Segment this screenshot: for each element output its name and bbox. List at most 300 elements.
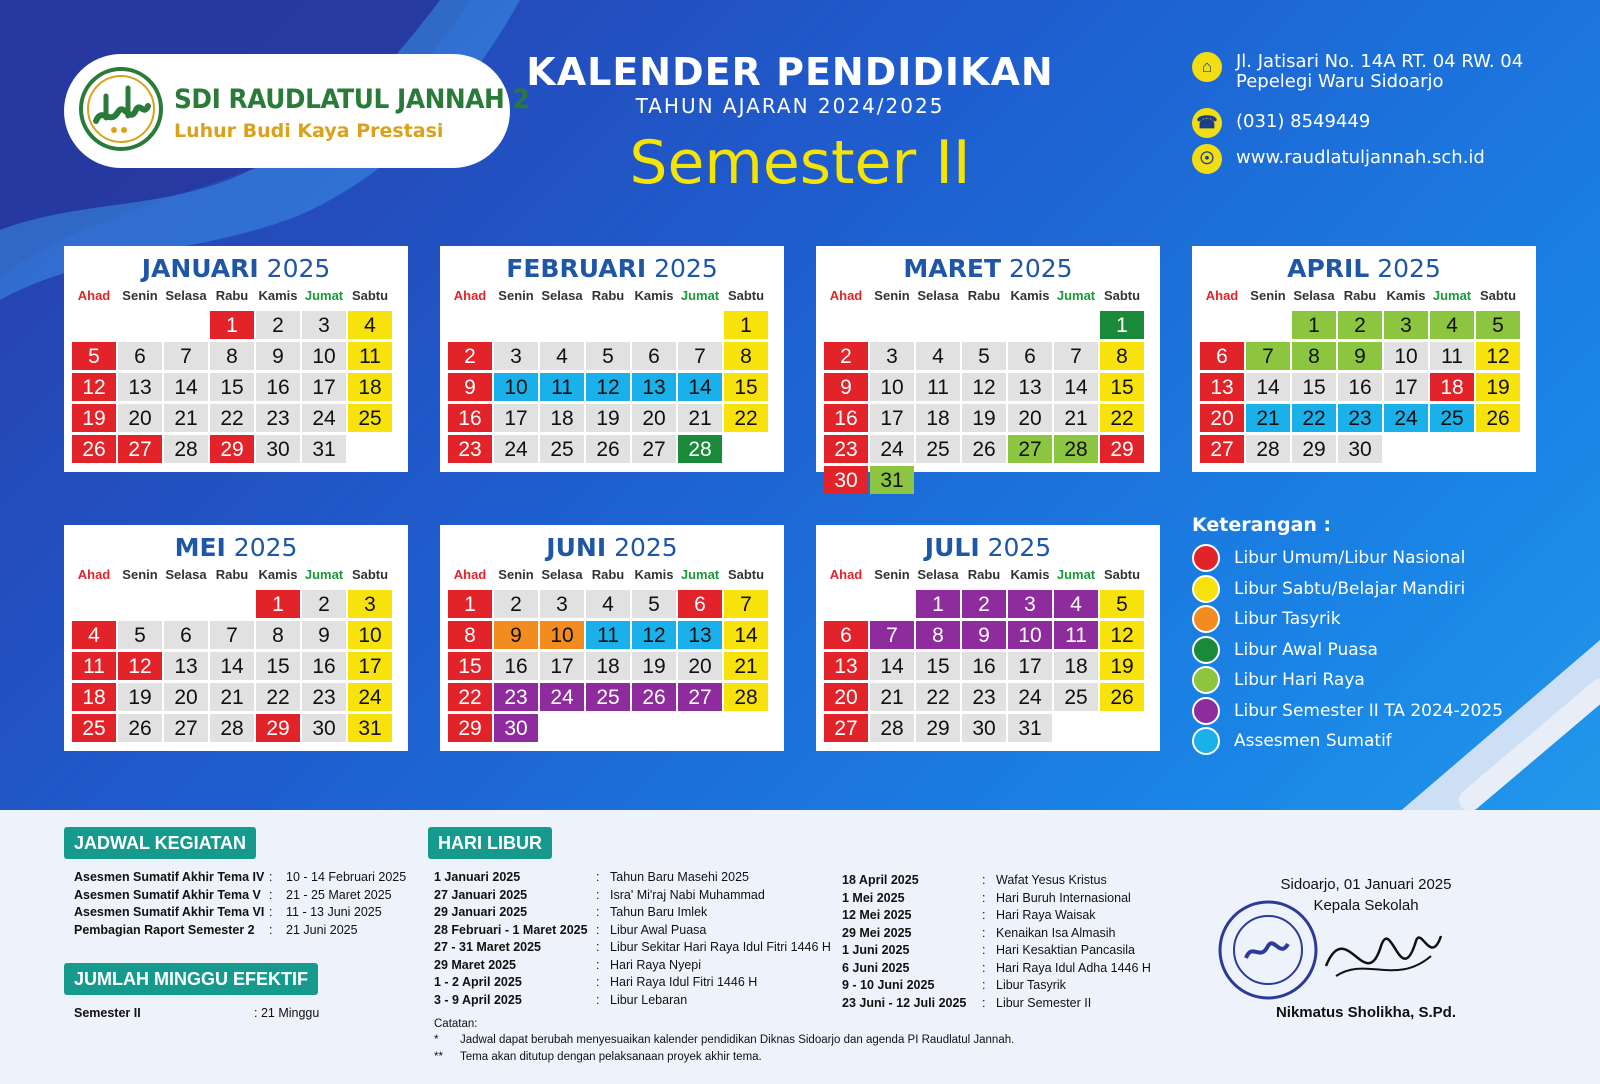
day-cell: 1	[256, 590, 300, 618]
weekday-label: Ahad	[829, 567, 863, 582]
legend-label: Libur Tasyrik	[1234, 609, 1341, 629]
hari-libur-title: HARI LIBUR	[428, 827, 552, 859]
month-name: MEI	[174, 533, 226, 562]
day-cell: 19	[1100, 652, 1144, 680]
day-cell: 6	[118, 342, 162, 370]
day-cell: 23	[962, 683, 1006, 711]
day-cell: 17	[540, 652, 584, 680]
day-cell: 18	[1054, 652, 1098, 680]
weekday-label: Senin	[1250, 288, 1286, 303]
day-cell: 11	[916, 373, 960, 401]
day-cell: 30	[256, 435, 300, 463]
website-link[interactable]: www.raudlatuljannah.sch.id	[1236, 147, 1485, 168]
day-cell: 1	[916, 590, 960, 618]
separator: :	[596, 905, 600, 919]
day-cell: 12	[962, 373, 1006, 401]
weekday-label: Senin	[498, 567, 534, 582]
holiday-date: 1 Juni 2025	[842, 943, 910, 957]
day-cell: 4	[540, 342, 584, 370]
month-name: JULI	[924, 533, 980, 562]
separator: :	[982, 978, 986, 992]
holiday-row	[434, 888, 854, 904]
address-line2: Pepelegi Waru Sidoarjo	[1236, 71, 1444, 92]
school-name: SDI RAUDLATUL JANNAH 2	[174, 84, 530, 115]
day-cell: 26	[1100, 683, 1144, 711]
day-cell: 3	[348, 590, 392, 618]
day-cell: 30	[962, 714, 1006, 742]
weekday-label: Rabu	[215, 288, 249, 303]
day-cell: 29	[256, 714, 300, 742]
weekday-label: Senin	[874, 288, 910, 303]
month-year: 2025	[654, 254, 718, 283]
holiday-desc: Wafat Yesus Kristus	[996, 873, 1107, 887]
day-cell: 4	[72, 621, 116, 649]
weekday-label: Kamis	[1010, 567, 1050, 582]
day-cell: 16	[824, 404, 868, 432]
legend-item	[1192, 575, 1465, 603]
legend-label: Libur Semester II TA 2024-2025	[1234, 700, 1503, 721]
weekday-label: Selasa	[541, 567, 583, 582]
day-cell: 1	[1292, 311, 1336, 339]
day-cell: 25	[916, 435, 960, 463]
weekday-label: Selasa	[1293, 288, 1335, 303]
month-title	[1192, 254, 1536, 283]
weekday-label: Ahad	[453, 288, 487, 303]
month-name: JANUARI	[141, 254, 259, 283]
day-cell: 20	[1008, 404, 1052, 432]
day-cell: 1	[448, 590, 492, 618]
holiday-desc: Hari Raya Waisak	[996, 908, 1096, 922]
day-cell: 27	[118, 435, 162, 463]
day-cell: 30	[824, 466, 868, 494]
weekday-label: Jumat	[304, 567, 344, 582]
jadwal-kegiatan-title: JADWAL KEGIATAN	[64, 827, 256, 859]
day-cell: 31	[1008, 714, 1052, 742]
day-cell: 17	[870, 404, 914, 432]
separator: :	[269, 870, 273, 884]
day-cell: 21	[1246, 404, 1290, 432]
day-cell: 6	[632, 342, 676, 370]
weekday-label: Kamis	[634, 288, 674, 303]
holiday-date: 1 - 2 April 2025	[434, 975, 522, 989]
calendar-februari	[440, 246, 784, 472]
holiday-desc: Libur Sekitar Hari Raya Idul Fitri 1446 H	[610, 940, 831, 954]
holiday-date: 9 - 10 Juni 2025	[842, 978, 935, 992]
day-cell: 3	[540, 590, 584, 618]
weekday-label: Sabtu	[351, 288, 389, 303]
legend-dot-icon	[1192, 727, 1220, 755]
weekday-label: Selasa	[917, 567, 959, 582]
holiday-desc: Tahun Baru Masehi 2025	[610, 870, 749, 884]
holiday-date: 6 Juni 2025	[842, 960, 910, 975]
phone-icon: ☎	[1192, 108, 1222, 138]
minggu-efektif-title: JUMLAH MINGGU EFEKTIF	[64, 963, 318, 995]
holiday-desc: Hari Raya Idul Adha 1446 H	[996, 960, 1151, 975]
day-cell: 10	[540, 621, 584, 649]
day-cell: 31	[302, 435, 346, 463]
separator: :	[982, 960, 986, 975]
day-cell: 13	[632, 373, 676, 401]
school-logo-icon	[78, 66, 164, 152]
day-cell: 13	[118, 373, 162, 401]
jadwal-row	[74, 870, 414, 886]
day-cell: 28	[1246, 435, 1290, 463]
day-cell: 2	[494, 590, 538, 618]
day-cell: 25	[72, 714, 116, 742]
day-cell: 24	[302, 404, 346, 432]
holiday-desc: Libur Awal Puasa	[610, 922, 707, 937]
legend-label: Libur Hari Raya	[1234, 670, 1365, 690]
day-cell: 26	[586, 435, 630, 463]
day-cell: 13	[164, 652, 208, 680]
legend-dot-icon	[1192, 605, 1220, 633]
legend-item	[1192, 636, 1378, 664]
day-cell: 18	[348, 373, 392, 401]
day-cell: 5	[1476, 311, 1520, 339]
day-cell: 6	[678, 590, 722, 618]
holiday-date: 29 Maret 2025	[434, 957, 517, 972]
weekday-label: Selasa	[165, 567, 207, 582]
holiday-row	[434, 975, 854, 991]
day-cell: 15	[256, 652, 300, 680]
weekday-label: Jumat	[304, 288, 344, 303]
day-cell: 8	[1292, 342, 1336, 370]
day-cell: 5	[632, 590, 676, 618]
weekday-label: Sabtu	[1103, 288, 1141, 303]
day-cell: 30	[494, 714, 538, 742]
day-cell: 20	[1200, 404, 1244, 432]
note-text: Tema akan ditutup dengan pelaksanaan proyek akhir tema.	[460, 1051, 762, 1063]
day-cell: 2	[824, 342, 868, 370]
day-cell: 30	[302, 714, 346, 742]
weekday-label: Ahad	[1205, 288, 1239, 303]
weekday-label: Ahad	[77, 288, 111, 303]
separator: :	[596, 887, 600, 902]
weekday-label: Jumat	[1056, 567, 1096, 582]
weekday-label: Senin	[122, 288, 158, 303]
notes-title: Catatan:	[434, 1018, 478, 1030]
day-cell: 28	[724, 683, 768, 711]
day-cell: 23	[448, 435, 492, 463]
holiday-desc: Kenaikan Isa Almasih	[996, 925, 1116, 940]
day-cell: 10	[1384, 342, 1428, 370]
day-cell: 26	[118, 714, 162, 742]
legend-item	[1192, 727, 1392, 755]
day-cell: 28	[164, 435, 208, 463]
holiday-desc: Libur Lebaran	[610, 992, 688, 1007]
month-year: 2025	[233, 533, 298, 562]
holiday-row	[842, 961, 1262, 977]
day-cell: 29	[448, 714, 492, 742]
holiday-date: 23 Juni - 12 Juli 2025	[842, 995, 967, 1010]
separator: :	[596, 975, 600, 989]
day-cell: 24	[540, 683, 584, 711]
day-cell: 25	[540, 435, 584, 463]
day-cell: 19	[118, 683, 162, 711]
day-cell: 11	[348, 342, 392, 370]
day-cell: 13	[824, 652, 868, 680]
day-cell: 30	[1338, 435, 1382, 463]
day-cell: 2	[256, 311, 300, 339]
day-cell: 23	[494, 683, 538, 711]
jadwal-label: Asesmen Sumatif Akhir Tema V	[74, 887, 261, 902]
day-cell: 19	[632, 652, 676, 680]
day-cell: 20	[632, 404, 676, 432]
globe-icon: ☉	[1192, 144, 1222, 174]
day-cell: 6	[824, 621, 868, 649]
day-cell: 16	[494, 652, 538, 680]
day-cell: 27	[1200, 435, 1244, 463]
day-cell: 8	[256, 621, 300, 649]
home-icon: ⌂	[1192, 52, 1222, 82]
legend-dot-icon	[1192, 575, 1220, 603]
day-cell: 15	[916, 652, 960, 680]
calendar-maret	[816, 246, 1160, 492]
day-cell: 7	[210, 621, 254, 649]
day-cell: 9	[962, 621, 1006, 649]
sign-place-date: Sidoarjo, 01 Januari 2025	[1280, 876, 1452, 893]
weekday-label: Ahad	[829, 288, 863, 303]
day-cell: 7	[1246, 342, 1290, 370]
weekday-label: Kamis	[634, 567, 674, 582]
month-year: 2025	[987, 533, 1052, 562]
day-cell: 12	[632, 621, 676, 649]
day-cell: 22	[210, 404, 254, 432]
jadwal-value: 21 Juni 2025	[286, 922, 358, 937]
legend-label: Assesmen Sumatif	[1234, 731, 1392, 751]
day-cell: 6	[164, 621, 208, 649]
separator: :	[269, 922, 273, 937]
day-cell: 11	[1430, 342, 1474, 370]
note-item	[434, 1051, 762, 1063]
day-cell: 4	[916, 342, 960, 370]
day-cell: 3	[870, 342, 914, 370]
month-year: 2025	[266, 254, 331, 283]
day-cell: 1	[1100, 311, 1144, 339]
holiday-date: 1 Mei 2025	[842, 890, 905, 905]
weekday-label: Jumat	[1056, 288, 1096, 303]
day-cell: 21	[164, 404, 208, 432]
weekday-label: Ahad	[453, 567, 487, 582]
phone-number: (031) 8549449	[1236, 111, 1371, 132]
day-cell: 3	[494, 342, 538, 370]
jadwal-value: 11 - 13 Juni 2025	[286, 905, 382, 919]
day-cell: 17	[302, 373, 346, 401]
weekday-label: Sabtu	[727, 567, 765, 582]
day-cell: 21	[1054, 404, 1098, 432]
day-cell: 2	[448, 342, 492, 370]
weekday-label: Rabu	[967, 288, 1001, 303]
day-cell: 6	[1008, 342, 1052, 370]
holiday-date: 28 Februari - 1 Maret 2025	[434, 922, 588, 937]
day-cell: 28	[870, 714, 914, 742]
separator: :	[982, 995, 986, 1010]
day-cell: 12	[586, 373, 630, 401]
day-cell: 24	[1008, 683, 1052, 711]
day-cell: 17	[1384, 373, 1428, 401]
month-name: JUNI	[546, 533, 607, 562]
day-cell: 22	[256, 683, 300, 711]
day-cell: 18	[1430, 373, 1474, 401]
month-title	[64, 533, 408, 562]
day-cell: 24	[1384, 404, 1428, 432]
weekday-label: Rabu	[967, 567, 1001, 582]
legend-item	[1192, 697, 1503, 725]
day-cell: 8	[724, 342, 768, 370]
day-cell: 18	[540, 404, 584, 432]
holiday-date: 1 Januari 2025	[434, 870, 521, 884]
day-cell: 19	[586, 404, 630, 432]
day-cell: 15	[210, 373, 254, 401]
day-cell: 31	[348, 714, 392, 742]
day-cell: 22	[1292, 404, 1336, 432]
day-cell: 1	[210, 311, 254, 339]
day-cell: 12	[118, 652, 162, 680]
day-cell: 26	[72, 435, 116, 463]
month-title	[440, 533, 784, 562]
holiday-row	[842, 891, 1262, 907]
day-cell: 21	[678, 404, 722, 432]
day-cell: 5	[962, 342, 1006, 370]
holiday-row	[842, 908, 1262, 924]
weekday-label: Selasa	[917, 288, 959, 303]
weekday-label: Senin	[122, 567, 158, 582]
legend-dot-icon	[1192, 666, 1220, 694]
day-cell: 25	[586, 683, 630, 711]
day-cell: 13	[678, 621, 722, 649]
day-cell: 23	[824, 435, 868, 463]
day-cell: 26	[962, 435, 1006, 463]
weekday-label: Jumat	[680, 288, 720, 303]
day-cell: 16	[256, 373, 300, 401]
day-cell: 16	[448, 404, 492, 432]
day-cell: 13	[1008, 373, 1052, 401]
legend-item	[1192, 544, 1465, 572]
separator: :	[982, 925, 986, 940]
day-cell: 20	[824, 683, 868, 711]
day-cell: 2	[1338, 311, 1382, 339]
day-cell: 10	[870, 373, 914, 401]
weekday-label: Rabu	[1343, 288, 1377, 303]
weekday-label: Kamis	[258, 567, 298, 582]
jadwal-label: Asesmen Sumatif Akhir Tema IV	[74, 870, 265, 884]
day-cell: 7	[1054, 342, 1098, 370]
weekday-label: Selasa	[165, 288, 207, 303]
holiday-row	[842, 978, 1262, 994]
holiday-desc: Hari Buruh Internasional	[996, 890, 1131, 905]
weekday-label: Sabtu	[727, 288, 765, 303]
day-cell: 20	[164, 683, 208, 711]
website-contact	[1192, 144, 1485, 174]
day-cell: 5	[118, 621, 162, 649]
day-cell: 5	[72, 342, 116, 370]
day-cell: 8	[916, 621, 960, 649]
weekday-label: Sabtu	[351, 567, 389, 582]
legend-item	[1192, 666, 1365, 694]
separator: :	[269, 887, 273, 902]
holiday-row	[842, 873, 1262, 889]
day-cell: 22	[448, 683, 492, 711]
minggu-efektif-label: Semester II	[74, 1006, 141, 1020]
day-cell: 5	[586, 342, 630, 370]
day-cell: 21	[724, 652, 768, 680]
jadwal-row	[74, 888, 414, 904]
separator: :	[982, 943, 986, 957]
weekday-label: Ahad	[77, 567, 111, 582]
day-cell: 7	[724, 590, 768, 618]
day-cell: 27	[678, 683, 722, 711]
month-title	[440, 254, 784, 283]
holiday-row	[842, 926, 1262, 942]
day-cell: 14	[1054, 373, 1098, 401]
holiday-date: 29 Januari 2025	[434, 905, 528, 919]
calendar-april	[1192, 246, 1536, 472]
weekday-label: Kamis	[1010, 288, 1050, 303]
day-cell: 27	[1008, 435, 1052, 463]
holiday-desc: Isra' Mi'raj Nabi Muhammad	[610, 887, 765, 902]
day-cell: 4	[348, 311, 392, 339]
day-cell: 5	[1100, 590, 1144, 618]
day-cell: 25	[1430, 404, 1474, 432]
day-cell: 14	[724, 621, 768, 649]
legend-item	[1192, 605, 1341, 633]
day-cell: 29	[210, 435, 254, 463]
day-cell: 24	[494, 435, 538, 463]
page-title: KALENDER PENDIDIKAN	[526, 50, 1054, 94]
day-cell: 3	[1008, 590, 1052, 618]
school-motto: Luhur Budi Kaya Prestasi	[174, 120, 444, 142]
legend-title: Keterangan :	[1192, 514, 1332, 536]
day-cell: 13	[1200, 373, 1244, 401]
day-cell: 29	[916, 714, 960, 742]
weekday-label: Sabtu	[1479, 288, 1517, 303]
month-year: 2025	[614, 533, 678, 562]
day-cell: 15	[1100, 373, 1144, 401]
day-cell: 8	[1100, 342, 1144, 370]
weekday-label: Kamis	[258, 288, 298, 303]
phone-contact	[1192, 108, 1370, 138]
month-title	[816, 533, 1160, 562]
day-cell: 11	[72, 652, 116, 680]
weekday-label: Jumat	[680, 567, 720, 582]
weekday-label: Jumat	[1432, 288, 1472, 303]
day-cell: 14	[870, 652, 914, 680]
holiday-desc: Hari Kesaktian Pancasila	[996, 943, 1135, 957]
day-cell: 18	[916, 404, 960, 432]
day-cell: 8	[210, 342, 254, 370]
day-cell: 12	[72, 373, 116, 401]
day-cell: 29	[1100, 435, 1144, 463]
day-cell: 20	[118, 404, 162, 432]
day-cell: 10	[1008, 621, 1052, 649]
day-cell: 25	[348, 404, 392, 432]
holiday-row	[434, 905, 854, 921]
day-cell: 14	[1246, 373, 1290, 401]
day-cell: 9	[1338, 342, 1382, 370]
day-cell: 21	[870, 683, 914, 711]
day-cell: 3	[302, 311, 346, 339]
holiday-row	[842, 996, 1262, 1012]
day-cell: 4	[1430, 311, 1474, 339]
day-cell: 27	[164, 714, 208, 742]
holiday-date: 27 Januari 2025	[434, 887, 528, 902]
day-cell: 22	[1100, 404, 1144, 432]
day-cell: 8	[448, 621, 492, 649]
holiday-date: 18 April 2025	[842, 873, 919, 887]
day-cell: 7	[678, 342, 722, 370]
holiday-row	[434, 870, 854, 886]
jadwal-value: 21 - 25 Maret 2025	[286, 887, 392, 902]
